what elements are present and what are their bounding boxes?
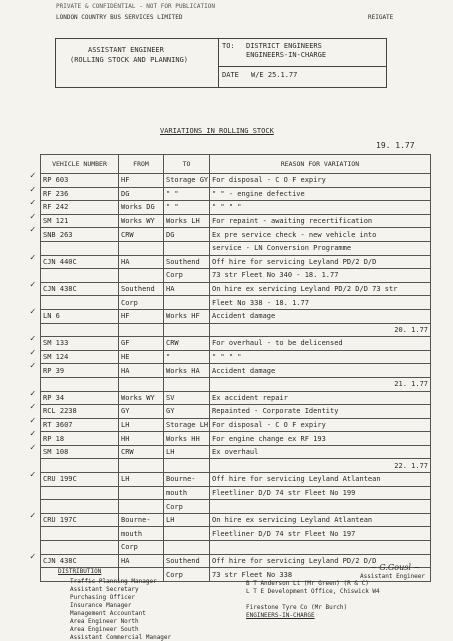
table-row [41, 432, 431, 446]
cell-vehicle-number: CJN 438C [41, 282, 119, 296]
cell-reason: Ex overhaul [210, 445, 431, 459]
cell-vehicle-number: RP 18 [41, 432, 119, 446]
cell-to: LH [164, 513, 210, 527]
cell-vehicle-number: RF 242 [41, 201, 119, 215]
distribution-heading: DISTRIBUTION [58, 568, 102, 575]
check-mark-icon: ✓ [30, 171, 36, 181]
cell-vehicle-number: SM 124 [41, 350, 119, 364]
cell-to: LH [164, 445, 210, 459]
cell-vehicle-number: SNB 263 [41, 228, 119, 242]
cell-to: Storage GY [164, 174, 210, 188]
cell-vehicle-number: CJN 438C [41, 554, 119, 568]
cell-reason: For engine change ex RF 193 [210, 432, 431, 446]
cell-vehicle-number: RF 236 [41, 187, 119, 201]
cell-vehicle-number: CRU 197C [41, 513, 119, 527]
confidential-marking: PRIVATE & CONFIDENTIAL - NOT FOR PUBLICATION [56, 3, 215, 10]
check-mark-icon: ✓ [30, 415, 36, 426]
table-row [41, 350, 431, 364]
cell-from: HA [119, 255, 164, 269]
cell-to [164, 323, 210, 337]
cell-reason: On hire ex servicing Leyland PD/2 D/D 73 str [210, 282, 431, 296]
table-row [41, 309, 431, 323]
header-reason: REASON FOR VARIATION [210, 155, 431, 174]
cell-from [119, 269, 164, 283]
table-row [41, 473, 431, 487]
check-mark-icon: ✓ [30, 184, 36, 195]
cell-reason: Off hire for servicing Leyland PD/2 D/D [210, 255, 431, 269]
table-row [41, 513, 431, 527]
check-mark-icon: ✓ [30, 252, 36, 263]
cell-vehicle-number: SM 121 [41, 214, 119, 228]
check-mark-icon: ✓ [30, 429, 36, 440]
cell-reason: 73 str Fleet No 338 [210, 568, 431, 582]
date-label: DATE [222, 71, 239, 79]
distribution-item: Traffic Planning Manager [70, 578, 157, 585]
cell-reason [210, 541, 431, 555]
distribution-item: Area Engineer South [70, 626, 139, 633]
check-mark-icon: ✓ [30, 402, 36, 413]
cell-from: Works DG [119, 201, 164, 215]
check-mark-icon: ✓ [30, 279, 36, 290]
cell-reason: " " - engine defective [210, 187, 431, 201]
date-right: 19. 1.77 [376, 141, 415, 150]
signature-role: Assistant Engineer [360, 573, 426, 580]
cell-to: Works LH [164, 214, 210, 228]
cell-from: Corp [119, 296, 164, 310]
cell-to: mouth [164, 486, 210, 500]
check-mark-icon: ✓ [30, 361, 36, 372]
header-to: TO [164, 155, 210, 174]
cell-to [164, 541, 210, 555]
cell-from: HA [119, 554, 164, 568]
from-line-1: ASSISTANT ENGINEER [88, 46, 164, 54]
cell-reason: Off hire for servicing Leyland PD/2 D/D [210, 554, 431, 568]
table-row [41, 459, 431, 473]
table-row [41, 418, 431, 432]
table-row [41, 269, 431, 283]
cell-reason: Repainted - Corporate Identity [210, 405, 431, 419]
check-mark-icon: ✓ [30, 388, 36, 399]
cell-vehicle-number [41, 500, 119, 514]
cell-to [164, 296, 210, 310]
check-mark-icon: ✓ [30, 551, 36, 562]
cell-reason: For disposal - C O F expiry [210, 174, 431, 188]
header-from: FROM [119, 155, 164, 174]
cell-to: Corp [164, 568, 210, 582]
cell-reason: Fleet No 338 - 18. 1.77 [210, 296, 431, 310]
cell-from: GF [119, 337, 164, 351]
check-mark-icon: ✓ [30, 198, 36, 209]
cell-from: HH [119, 432, 164, 446]
cell-to [164, 459, 210, 473]
cell-reason: For overhaul - to be delicensed [210, 337, 431, 351]
cell-from: LH [119, 473, 164, 487]
cell-reason: 73 str Fleet No 340 - 18. 1.77 [210, 269, 431, 283]
distribution-item: Insurance Manager [70, 602, 132, 609]
cell-vehicle-number: CRU 199C [41, 473, 119, 487]
cell-reason: Accident damage [210, 364, 431, 378]
distribution-item: Assistant Commercial Manager [70, 634, 172, 641]
cell-to [164, 377, 210, 391]
cell-to: Bourne- [164, 473, 210, 487]
table-row [41, 241, 431, 255]
cell-vehicle-number: SM 108 [41, 445, 119, 459]
check-mark-icon: ✓ [30, 511, 36, 521]
cell-reason: Fleetliner D/D 74 str Fleet No 199 [210, 486, 431, 500]
cell-to [164, 527, 210, 541]
table-row [41, 323, 431, 337]
cell-to: Corp [164, 500, 210, 514]
check-mark-icon: ✓ [30, 211, 36, 222]
cell-to: " [164, 350, 210, 364]
table-row [41, 391, 431, 405]
cell-vehicle-number [41, 541, 119, 555]
distribution-item: Firestone Tyre Co (Mr Burch) [246, 604, 348, 611]
distribution-item: Purchasing Officer [70, 594, 136, 601]
table-row [41, 174, 431, 188]
cell-reason: 22. 1.77 [210, 459, 431, 473]
cell-from: LH [119, 418, 164, 432]
cell-from: Corp [119, 541, 164, 555]
distribution-item: L T E Development Office, Chiswick W4 [246, 588, 380, 595]
cell-from [119, 241, 164, 255]
signature: ~ G.Gousl ~ [370, 563, 421, 572]
cell-from: Works WY [119, 214, 164, 228]
cell-to: Southend [164, 255, 210, 269]
cell-from: mouth [119, 527, 164, 541]
cell-reason: 20. 1.77 [210, 323, 431, 337]
cell-vehicle-number [41, 296, 119, 310]
cell-to: " " [164, 187, 210, 201]
cell-vehicle-number: SM 133 [41, 337, 119, 351]
cell-reason: Fleetliner D/D 74 str Fleet No 197 [210, 527, 431, 541]
cell-reason: " " " " [210, 201, 431, 215]
cell-from: HF [119, 309, 164, 323]
cell-to: Works HH [164, 432, 210, 446]
table-row [41, 541, 431, 555]
distribution-item: B T Anderson Lt (Mr Green) (R & C) [246, 580, 369, 587]
cell-from: Works WY [119, 391, 164, 405]
cell-from [119, 500, 164, 514]
cell-from: Southend [119, 282, 164, 296]
table-row [41, 486, 431, 500]
cell-reason: Accident damage [210, 309, 431, 323]
cell-reason [210, 500, 431, 514]
to-line-2: ENGINEERS-IN-CHARGE [246, 51, 327, 59]
cell-from [119, 323, 164, 337]
cell-vehicle-number [41, 486, 119, 500]
cell-from: HA [119, 364, 164, 378]
cell-reason: 21. 1.77 [210, 377, 431, 391]
distribution-item: Area Engineer North [70, 618, 139, 625]
cell-vehicle-number [41, 459, 119, 473]
cell-from: GY [119, 405, 164, 419]
cell-to: " " [164, 201, 210, 215]
cell-from [119, 486, 164, 500]
distribution-item: Management Accountant [70, 610, 146, 617]
check-mark-icon: ✓ [30, 307, 36, 317]
table-row [41, 337, 431, 351]
table-row [41, 214, 431, 228]
cell-vehicle-number [41, 269, 119, 283]
check-mark-icon: ✓ [30, 443, 36, 453]
header-vehicle-number: VEHICLE NUMBER [41, 155, 119, 174]
cell-to: Works HA [164, 364, 210, 378]
cell-to: DG [164, 228, 210, 242]
table-row [41, 201, 431, 215]
cell-from: HF [119, 174, 164, 188]
check-mark-icon: ✓ [30, 334, 36, 345]
table-row [41, 282, 431, 296]
document-title: VARIATIONS IN ROLLING STOCK [160, 127, 274, 135]
to-line-1: DISTRICT ENGINEERS [246, 42, 322, 50]
table-row [41, 364, 431, 378]
cell-reason: Off hire for servicing Leyland Atlantean [210, 473, 431, 487]
date-value: W/E 25.1.77 [251, 71, 298, 79]
table-row [41, 527, 431, 541]
table-row [41, 377, 431, 391]
cell-vehicle-number: LN 6 [41, 309, 119, 323]
cell-from: CRW [119, 445, 164, 459]
table-row [41, 255, 431, 269]
cell-to: HA [164, 282, 210, 296]
cell-from [119, 459, 164, 473]
cell-reason: Ex accident repair [210, 391, 431, 405]
table-row [41, 405, 431, 419]
cell-from: CRW [119, 228, 164, 242]
cell-vehicle-number: RP 39 [41, 364, 119, 378]
distribution-item: Assistant Secretary [70, 586, 139, 593]
cell-reason: Ex pre service check - new vehicle into [210, 228, 431, 242]
check-mark-icon: ✓ [30, 225, 36, 236]
cell-to: Southend [164, 554, 210, 568]
table-header-row [41, 155, 431, 174]
table-row [41, 296, 431, 310]
cell-vehicle-number: RP 603 [41, 174, 119, 188]
cell-to: GY [164, 405, 210, 419]
cell-vehicle-number [41, 323, 119, 337]
cell-from: DG [119, 187, 164, 201]
table-row [41, 445, 431, 459]
table-row [41, 228, 431, 242]
cell-vehicle-number: CJN 440C [41, 255, 119, 269]
check-mark-icon: ✓ [30, 470, 36, 481]
cell-vehicle-number [41, 241, 119, 255]
cell-to: CRW [164, 337, 210, 351]
cell-vehicle-number: RP 34 [41, 391, 119, 405]
cell-vehicle-number [41, 527, 119, 541]
from-line-2: (ROLLING STOCK AND PLANNING) [70, 56, 189, 64]
cell-vehicle-number: RCL 2238 [41, 405, 119, 419]
cell-to: SV [164, 391, 210, 405]
cell-to [164, 241, 210, 255]
cell-from: Bourne- [119, 513, 164, 527]
check-mark-icon: ✓ [30, 347, 36, 358]
table-row [41, 500, 431, 514]
cell-from [119, 377, 164, 391]
table-row [41, 187, 431, 201]
cell-reason: " " " " [210, 350, 431, 364]
company-name: LONDON COUNTRY BUS SERVICES LIMITED [56, 14, 183, 21]
cell-reason: service - LN Conversion Programme [210, 241, 431, 255]
to-label: TO: [222, 42, 235, 50]
cell-vehicle-number [41, 377, 119, 391]
cell-to: Works HF [164, 309, 210, 323]
distribution-item: ENGINEERS-IN-CHARGE [246, 612, 315, 619]
location: REIGATE [368, 14, 394, 21]
cell-from: HE [119, 350, 164, 364]
cell-vehicle-number: RT 3607 [41, 418, 119, 432]
cell-reason: For disposal - C O F expiry [210, 418, 431, 432]
cell-reason: For repaint - awaiting recertification [210, 214, 431, 228]
cell-to: Storage LH [164, 418, 210, 432]
cell-to: Corp [164, 269, 210, 283]
cell-reason: On hire ex servicing Leyland Atlantean [210, 513, 431, 527]
variations-table [40, 154, 431, 582]
